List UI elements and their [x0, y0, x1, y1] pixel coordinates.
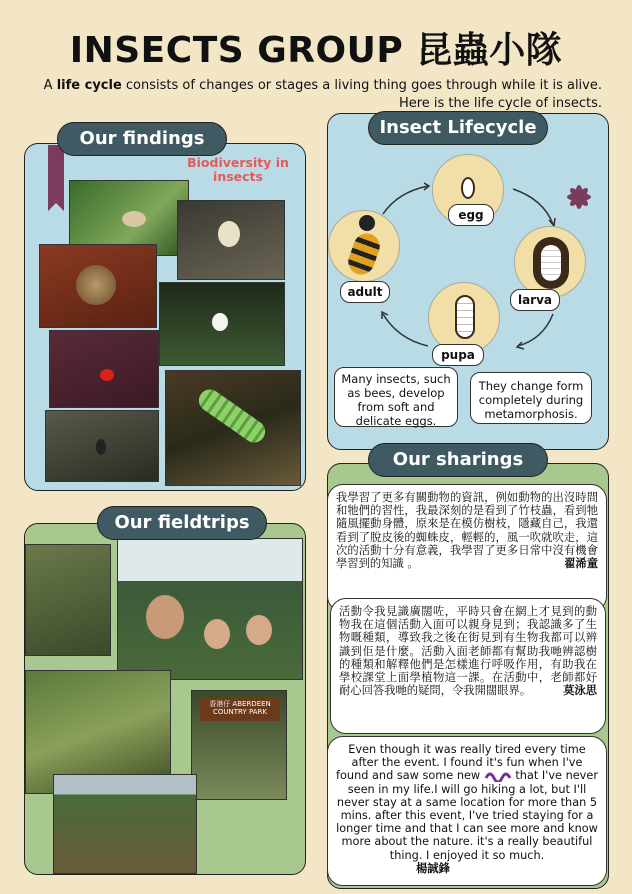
bookmark-ribbon-icon	[48, 145, 64, 203]
intro-line-2: Here is the life cycle of insects.	[398, 96, 602, 111]
stage-larva-label: larva	[510, 289, 560, 311]
note-metamorphosis: They change form completely during metamorphosis.	[470, 372, 592, 424]
sharing-item-2	[330, 598, 606, 734]
photo-students-by-sign	[191, 690, 287, 800]
sharing-2-author: 莫泳思	[563, 684, 597, 698]
photo-green-caterpillar	[165, 370, 301, 486]
sharing-3-text-end: that I've never seen in my life.I will go hiking a lot, but I'll never stay at a same location for more than 5 mins. after this event, I've tried staying for a longer time and that I can see more and know more about the nature. it's a really beautiful thing. I enjoyed it so much.	[336, 769, 598, 862]
note-eggs: Many insects, such as bees, develop from soft and delicate eggs.	[334, 367, 458, 427]
country-park-sign: 香港仔 ABERDEEN COUNTRY PARK	[200, 697, 280, 721]
larva-illustration	[514, 226, 586, 298]
caterpillar-icon	[484, 770, 512, 782]
sharings-heading: Our sharings	[368, 443, 548, 477]
adult-bee-illustration	[328, 210, 400, 282]
photo-students-crouching	[25, 544, 111, 656]
biodiversity-subtitle: Biodiversity in insects	[187, 155, 289, 184]
sharings-panel	[327, 463, 609, 889]
sharing-item-3	[327, 736, 607, 886]
sharing-1-text: 我學習了更多有關動物的資訊，例如動物的出沒時間和牠們的習性，我最深刻的是看到了竹枝蟲，看到牠隨風擺動身體，原來是在模仿樹枝，隱藏自己，我還看到了脫皮後的蜘蛛皮，輕輕的，風一吹就吹走，這次的活動十分有意義，我學習了更多日常中沒有機會學習到的知識 。	[336, 491, 598, 571]
photo-spider-web	[159, 282, 285, 366]
stage-egg-label: egg	[448, 204, 494, 226]
photo-group-selfie	[117, 538, 303, 680]
intro-line-1: A life cycle consists of changes or stages a living thing goes through while it is alive.	[43, 78, 602, 93]
sharing-1-author: 翟浠童	[564, 557, 598, 571]
flower-decoration-icon	[562, 180, 596, 214]
sharing-3-text-start: Even though it was really tired every time after the event. I found it's fun when I've found and saw some new	[336, 743, 586, 783]
stage-pupa-label: pupa	[432, 344, 484, 366]
photo-dark-spider	[45, 410, 159, 482]
sharing-3-author: 楊誠鋒	[416, 861, 450, 875]
photo-white-spider	[177, 200, 285, 280]
lifecycle-panel	[327, 113, 609, 450]
page-title: INSECTS GROUP 昆蟲小隊	[69, 30, 563, 71]
photo-ladybug	[49, 330, 159, 408]
fieldtrips-heading: Our fieldtrips	[97, 506, 267, 540]
sharing-2-text: 活動令我見識廣闊咗，平時只會在網上才見到的動物我在這個活動入面可以親身見到；我認識多了生物嘅種類，導致我之後在街見到有生物我都可以辨識到佢是什麼。活動入面老師都有幫助我哋辨認樹的種類和解釋他們是怎樣進行呼吸作用，有助我在學校課堂上面學植物這一課。在活動中，老師都好耐心回答我哋的疑問，令我開闊眼界。	[339, 605, 597, 698]
findings-panel	[24, 143, 306, 491]
findings-heading: Our findings	[57, 122, 227, 156]
lifecycle-heading: Insect Lifecycle	[368, 111, 548, 145]
photo-group-on-trail	[53, 774, 197, 874]
fieldtrips-panel	[24, 523, 306, 875]
sharing-item-1	[327, 484, 607, 612]
photo-cocoon	[39, 244, 157, 328]
stage-adult-label: adult	[340, 281, 390, 303]
